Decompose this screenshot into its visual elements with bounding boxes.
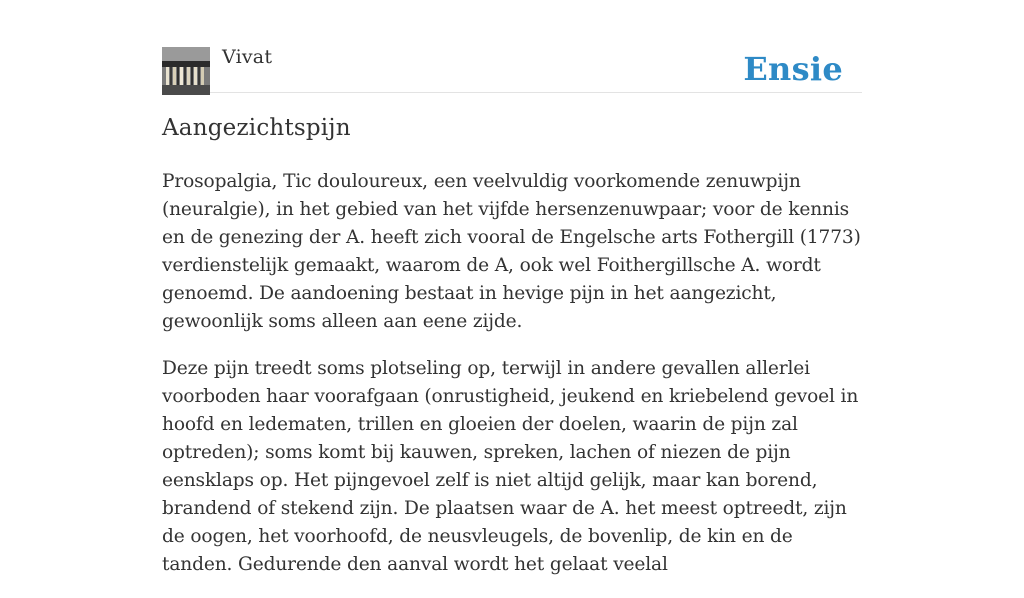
author-name[interactable]: Vivat [222,46,273,68]
brand-logo[interactable]: Ensie [743,50,843,88]
author-avatar[interactable] [162,47,210,95]
article-paragraph: Prosopalgia, Tic douloureux, een veelvuldig voorkomende zenuwpijn (neuralgie), in het gebied van het vijfde hersenzenuwpaar; voor de kennis en de genezing der A. heeft zich vooral de Engelsche arts Fothergill (1773) verdienstelijk gemaakt, waarom de A, ook wel Foithergillsche A. wordt genoemd. De aandoening bestaat in hevige pijn in het aangezicht, gewoonlijk soms alleen aan eene zijde. [162,171,861,332]
bookshelf-avatar-icon [162,47,210,95]
article-header [162,0,862,93]
article-page [162,0,862,575]
article-title: Aangezichtspijn [162,115,351,141]
article-paragraph: Deze pijn treedt soms plotseling op, terwijl in andere gevallen allerlei voorboden haar voorafgaan (onrustigheid, jeukend en kriebelend gevoel in hoofd en ledematen, trillen en gloeien der doelen, waarin de pijn zal optreden); soms komt bij kauwen, spreken, lachen of niezen de pijn eensklaps op. Het pijngevoel zelf is niet altijd gelijk, maar kan borend, brandend of stekend zijn. De plaatsen waar de A. het meest optreedt, zijn de oogen, het voorhoofd, de neusvleugels, de bovenlip, de kin en de tanden. Gedurende den aanval wordt het gelaat veelal [162,358,859,575]
article-body [162,168,866,598]
